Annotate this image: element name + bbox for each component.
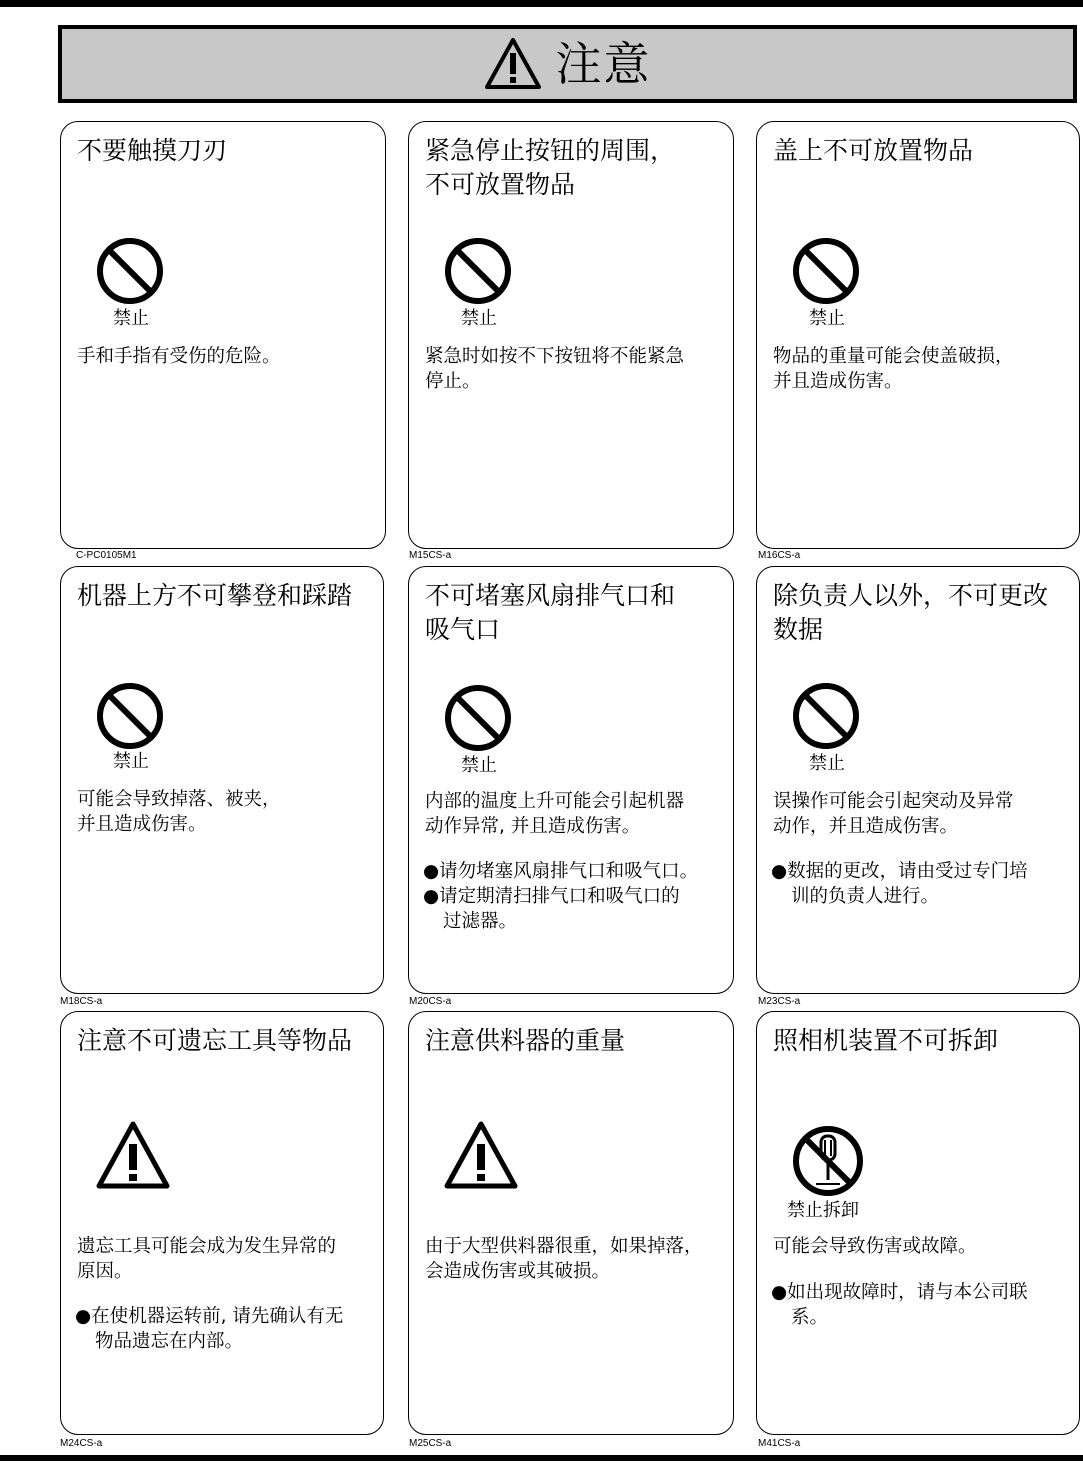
bullet-item: ●如出现故障时，请与本公司联 系。	[771, 1282, 1028, 1328]
caution-card	[756, 566, 1080, 994]
prohibition-icon	[791, 681, 861, 751]
card-text: 物品的重量可能会使盖破损， 并且造成伤害。	[773, 346, 1014, 392]
card-title: 紧急停止按钮的周围， 不可放置物品	[425, 136, 676, 199]
bullet-item: ●在使机器运转前, 请先确认有无 物品遗忘在内部。	[75, 1306, 344, 1352]
card-text: 可能会导致掉落、被夹， 并且造成伤害。	[77, 789, 281, 835]
card-title: 照相机装置不可拆卸	[773, 1026, 999, 1055]
card-title: 注意供料器的重量	[425, 1026, 626, 1055]
caution-card	[408, 1011, 734, 1435]
symbol-label: 禁止	[113, 308, 149, 329]
figure-code: M16CS-a	[758, 550, 801, 561]
bullet-item: ●数据的更改，请由受过专门培 训的负责人进行。	[771, 861, 1028, 907]
bullet-list	[75, 1304, 377, 1354]
warning-triangle-icon	[484, 37, 542, 91]
bottom-rule	[0, 1455, 1083, 1461]
symbol-label: 禁止	[461, 308, 497, 329]
card-text: 由于大型供料器很重，如果掉落， 会造成伤害或其破损。	[425, 1236, 703, 1282]
header-title: 注意	[555, 37, 652, 91]
symbol-label: 禁止	[113, 751, 149, 772]
card-title: 不可堵塞风扇排气口和 吸气口	[425, 581, 676, 644]
card-title: 机器上方不可攀登和踩踏	[77, 581, 353, 610]
figure-code: M15CS-a	[409, 550, 452, 561]
caution-card	[408, 566, 734, 994]
caution-card	[756, 121, 1080, 549]
symbol-label: 禁止	[809, 308, 845, 329]
figure-code: M18CS-a	[60, 996, 103, 1007]
caution-card	[408, 121, 734, 549]
symbol-label: 禁止	[809, 753, 845, 774]
card-text: 可能会导致伤害或故障。	[773, 1236, 977, 1257]
no-disassembly-icon	[791, 1124, 865, 1198]
bullet-list	[771, 859, 1073, 909]
figure-code: M25CS-a	[409, 1438, 452, 1449]
card-title: 除负责人以外，不可更改 数据	[773, 581, 1049, 644]
card-title: 不要触摸刀刃	[77, 136, 228, 165]
warning-triangle-icon	[95, 1120, 171, 1190]
card-text: 紧急时如按不下按钮将不能紧急 停止。	[425, 346, 685, 392]
prohibition-icon	[95, 236, 165, 306]
bullet-list	[423, 859, 727, 934]
card-title: 盖上不可放置物品	[773, 136, 974, 165]
bullet-list	[771, 1280, 1073, 1330]
prohibition-icon	[791, 236, 861, 306]
figure-code: C-PC0105M1	[76, 550, 137, 561]
card-text: 内部的温度上升可能会引起机器 动作异常, 并且造成伤害。	[425, 791, 685, 837]
figure-code: M23CS-a	[758, 996, 801, 1007]
prohibition-icon	[95, 681, 165, 751]
prohibition-icon	[443, 236, 513, 306]
bullet-item: ●请定期清扫排气口和吸气口的 过滤器。	[423, 886, 680, 932]
prohibition-icon	[443, 683, 513, 753]
warning-triangle-icon	[443, 1120, 519, 1190]
card-text: 误操作可能会引起突动及异常 动作，并且造成伤害。	[773, 791, 1014, 837]
symbol-label: 禁止	[461, 755, 497, 776]
caution-header	[58, 25, 1077, 103]
caution-card	[60, 566, 384, 994]
caution-card	[60, 1011, 384, 1435]
bullet-item: ●请勿堵塞风扇排气口和吸气口。	[423, 861, 699, 882]
caution-card	[756, 1011, 1080, 1435]
card-title: 注意不可遗忘工具等物品	[77, 1026, 353, 1055]
card-text: 手和手指有受伤的危险。	[77, 346, 281, 367]
figure-code: M24CS-a	[60, 1438, 103, 1449]
top-rule	[0, 0, 1083, 7]
figure-code: M20CS-a	[409, 996, 452, 1007]
caution-card	[60, 121, 386, 549]
figure-code: M41CS-a	[758, 1438, 801, 1449]
card-text: 遗忘工具可能会成为发生异常的 原因。	[77, 1236, 337, 1282]
symbol-label: 禁止拆卸	[787, 1200, 859, 1221]
